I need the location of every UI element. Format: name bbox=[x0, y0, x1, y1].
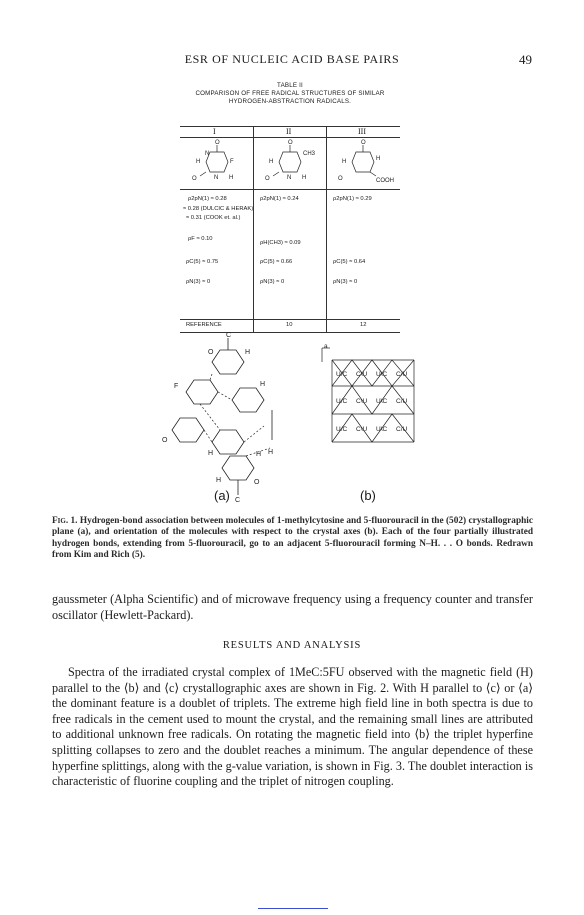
table-label: TABLE II bbox=[277, 82, 303, 89]
atom-o: O bbox=[265, 176, 270, 182]
atom-o: O bbox=[162, 437, 168, 444]
cell-label: C\U bbox=[356, 371, 368, 378]
table-body bbox=[180, 126, 400, 333]
reference-rule bbox=[180, 319, 400, 320]
figure-caption bbox=[52, 516, 533, 562]
spin-density: ρ2pN(1) ≈ 0.28 bbox=[188, 196, 227, 202]
figure-1a-diagram bbox=[160, 330, 310, 505]
atom-h: H bbox=[269, 159, 274, 165]
spin-density: ≈ 0.31 (COOK et. al.) bbox=[186, 215, 241, 221]
spin-density: ρN(3) ≈ 0 bbox=[260, 279, 285, 285]
structure-i-diagram bbox=[180, 138, 253, 188]
cell-label: U/C bbox=[336, 398, 348, 405]
footer-rule bbox=[258, 908, 328, 909]
caption-text: Hydrogen-bond association between molecules of 1-methylcytosine and 5-fluorouracil in the (502) crystallographic plane (a), and orientation of the molecules with respect to the crystal axes (b). Each of the four partially illustrated hydrogen bonds, extending from 5-fluorouracil, go to an adjacent 5-fluorouracil forming N–H. . . O bonds. Redrawn from Kim and Rich (5). bbox=[52, 516, 533, 561]
atom-o: O bbox=[288, 140, 293, 146]
axis-label: a bbox=[324, 343, 328, 350]
atom-h: H bbox=[256, 451, 262, 458]
atom-cooh: COOH bbox=[376, 178, 394, 184]
spin-density: ρN(3) ≈ 0 bbox=[333, 279, 358, 285]
spin-density: ρC(5) ≈ 0.66 bbox=[260, 259, 293, 265]
column-head-iii: III bbox=[358, 127, 366, 136]
column-head-ii: II bbox=[286, 127, 292, 136]
atom-h: H bbox=[229, 175, 234, 181]
spin-density: ρF ≈ 0.10 bbox=[188, 236, 213, 242]
atom-n: N bbox=[287, 175, 292, 181]
atom-h: H bbox=[208, 450, 214, 457]
structure-iii-diagram bbox=[326, 138, 400, 188]
atom-h: H bbox=[376, 156, 381, 162]
section-heading: RESULTS AND ANALYSIS bbox=[222, 640, 362, 651]
cell-label: U\C bbox=[376, 398, 388, 405]
figure-label-b: (b) bbox=[360, 488, 376, 503]
spin-density: ρC(5) ≈ 0.75 bbox=[186, 259, 219, 265]
cell-label: U/C bbox=[336, 371, 348, 378]
atom-o: O bbox=[254, 479, 260, 486]
spin-density: ρ2pN(1) ≈ 0.29 bbox=[333, 196, 372, 202]
paragraph-results: Spectra of the irradiated crystal complex of 1MeC:5FU observed with the magnetic field (H) parallel to the ⟨b⟩ and ⟨c⟩ crystallographic axes are shown in Fig. 2. With H parallel to ⟨c⟩ or ⟨a⟩ the dominant feature is a doublet of triplets. The extreme high field line in both spectra is due to free radicals in the cement used to mount the crystal, and the remaining small lines are attributed to additional unknown free radicals. On rotating the magnetic field into ⟨b⟩ the triplet hyperfine splitting collapses to zero and the doublet reaches a minimum. The angular dependence of these hyperfine splittings, along with the g-value variation, is shown in Fig. 3. The doublet interaction is characteristic of fluorine coupling and the triplet of nitrogen coupling. bbox=[52, 665, 533, 789]
atom-f: F bbox=[230, 159, 234, 165]
page-number: 49 bbox=[519, 52, 532, 67]
atom-n: N bbox=[205, 151, 210, 157]
table-ii bbox=[180, 82, 400, 328]
atom-o: O bbox=[361, 140, 366, 146]
table-caption-line1: COMPARISON OF FREE RADICAL STRUCTURES OF SIMILAR bbox=[195, 90, 385, 97]
structure-rule bbox=[180, 189, 400, 190]
caption-lead: Fig. 1. bbox=[52, 516, 78, 526]
atom-h: H bbox=[342, 159, 347, 165]
spin-density: ρN(3) ≈ 0 bbox=[186, 279, 211, 285]
figure-1b-diagram bbox=[318, 342, 418, 472]
atom-c: C bbox=[235, 497, 241, 504]
atom-f: F bbox=[174, 383, 179, 390]
spin-density: ≈ 0.28 (DULCIC & HERAK) bbox=[183, 206, 254, 212]
cell-label: C\U bbox=[356, 398, 368, 405]
atom-o: O bbox=[215, 140, 220, 146]
cell-label: U/C bbox=[336, 426, 348, 433]
atom-h: H bbox=[216, 477, 222, 484]
atom-h: H bbox=[196, 159, 201, 165]
paragraph-continuation: gaussmeter (Alpha Scientific) and of microwave frequency using a frequency counter and transfer oscillator (Hewlett-Packard). bbox=[52, 592, 533, 622]
reference-number: 12 bbox=[360, 322, 367, 328]
spin-density: ρH(CH3) ≈ 0.09 bbox=[260, 240, 301, 246]
atom-o: O bbox=[208, 349, 214, 356]
column-head-i: I bbox=[213, 127, 216, 136]
atom-h: H bbox=[245, 349, 251, 356]
atom-ch3: CH3 bbox=[303, 151, 316, 157]
atom-h: H bbox=[260, 381, 266, 388]
figure-label-a: (a) bbox=[214, 488, 230, 503]
cell-label: C/U bbox=[396, 371, 408, 378]
cell-label: U\C bbox=[376, 426, 388, 433]
atom-h: H bbox=[268, 449, 274, 456]
spin-density: ρC(5) ≈ 0.64 bbox=[333, 259, 366, 265]
cell-label: C\U bbox=[356, 426, 368, 433]
atom-c: C bbox=[226, 332, 232, 339]
atom-o: O bbox=[192, 176, 197, 182]
table-caption-line2: HYDROGEN-ABSTRACTION RADICALS. bbox=[228, 98, 352, 105]
cell-label: C/U bbox=[396, 426, 408, 433]
cell-label: U\C bbox=[376, 371, 388, 378]
running-header bbox=[0, 52, 584, 68]
structure-ii-diagram bbox=[253, 138, 326, 188]
cell-label: C/U bbox=[396, 398, 408, 405]
reference-label: REFERENCE bbox=[186, 322, 222, 328]
atom-h: H bbox=[302, 175, 307, 181]
atom-n: N bbox=[214, 175, 219, 181]
running-title: ESR OF NUCLEIC ACID BASE PAIRS bbox=[184, 52, 400, 66]
reference-number: 10 bbox=[286, 322, 293, 328]
spin-density: ρ2pN(1) ≈ 0.24 bbox=[260, 196, 299, 202]
atom-o: O bbox=[338, 176, 343, 182]
